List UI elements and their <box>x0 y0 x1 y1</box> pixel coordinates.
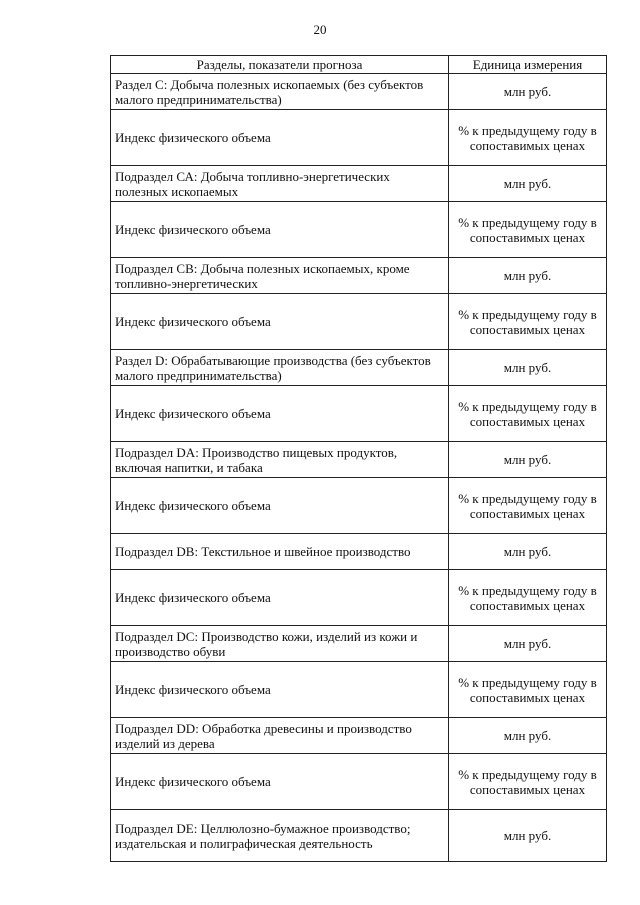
header-sections: Разделы, показатели прогноза <box>111 56 449 74</box>
row-name: Подраздел СА: Добыча топливно-энергетических полезных ископаемых <box>111 166 449 202</box>
row-name: Индекс физического объема <box>111 478 449 534</box>
row-name: Подраздел DE: Целлюлозно-бумажное производство; издательская и полиграфическая деятельность <box>111 810 449 862</box>
table-row <box>111 442 607 478</box>
row-name: Подраздел DA: Производство пищевых продуктов, включая напитки, и табака <box>111 442 449 478</box>
row-name: Подраздел DD: Обработка древесины и производство изделий из дерева <box>111 718 449 754</box>
header-unit: Единица измерения <box>449 56 607 74</box>
table-row <box>111 570 607 626</box>
row-unit: % к предыдущему году в сопоставимых ценах <box>449 202 607 258</box>
row-unit: млн руб. <box>449 718 607 754</box>
table-row <box>111 166 607 202</box>
forecast-table <box>110 55 607 862</box>
table-row <box>111 202 607 258</box>
row-unit: % к предыдущему году в сопоставимых ценах <box>449 570 607 626</box>
row-unit: % к предыдущему году в сопоставимых ценах <box>449 478 607 534</box>
row-unit: % к предыдущему году в сопоставимых ценах <box>449 110 607 166</box>
row-unit: млн руб. <box>449 810 607 862</box>
table-row <box>111 294 607 350</box>
row-name: Индекс физического объема <box>111 294 449 350</box>
row-unit: млн руб. <box>449 350 607 386</box>
row-unit: млн руб. <box>449 534 607 570</box>
row-name: Индекс физического объема <box>111 202 449 258</box>
table-header-row <box>111 56 607 74</box>
table-row <box>111 386 607 442</box>
row-name: Индекс физического объема <box>111 386 449 442</box>
row-unit: % к предыдущему году в сопоставимых ценах <box>449 294 607 350</box>
table-row <box>111 718 607 754</box>
row-unit: % к предыдущему году в сопоставимых ценах <box>449 662 607 718</box>
row-name: Раздел С: Добыча полезных ископаемых (без субъектов малого предпринимательства) <box>111 74 449 110</box>
table-row <box>111 258 607 294</box>
table-row <box>111 478 607 534</box>
table-row <box>111 662 607 718</box>
page-number: 20 <box>313 22 327 37</box>
row-unit: % к предыдущему году в сопоставимых ценах <box>449 386 607 442</box>
table-row <box>111 350 607 386</box>
row-unit: млн руб. <box>449 442 607 478</box>
row-name: Индекс физического объема <box>111 110 449 166</box>
row-unit: млн руб. <box>449 74 607 110</box>
row-unit: млн руб. <box>449 166 607 202</box>
row-name: Индекс физического объема <box>111 754 449 810</box>
row-name: Подраздел DC: Производство кожи, изделий из кожи и производство обуви <box>111 626 449 662</box>
row-name: Индекс физического объема <box>111 662 449 718</box>
table-row <box>111 74 607 110</box>
table-row <box>111 110 607 166</box>
row-unit: млн руб. <box>449 626 607 662</box>
table-row <box>111 626 607 662</box>
row-name: Раздел D: Обрабатывающие производства (без субъектов малого предпринимательства) <box>111 350 449 386</box>
row-unit: % к предыдущему году в сопоставимых ценах <box>449 754 607 810</box>
row-name: Подраздел СВ: Добыча полезных ископаемых, кроме топливно-энергетических <box>111 258 449 294</box>
table-row <box>111 534 607 570</box>
row-name: Подраздел DB: Текстильное и швейное производство <box>111 534 449 570</box>
row-unit: млн руб. <box>449 258 607 294</box>
table-body <box>111 74 607 862</box>
table-row <box>111 810 607 862</box>
table-row <box>111 754 607 810</box>
row-name: Индекс физического объема <box>111 570 449 626</box>
